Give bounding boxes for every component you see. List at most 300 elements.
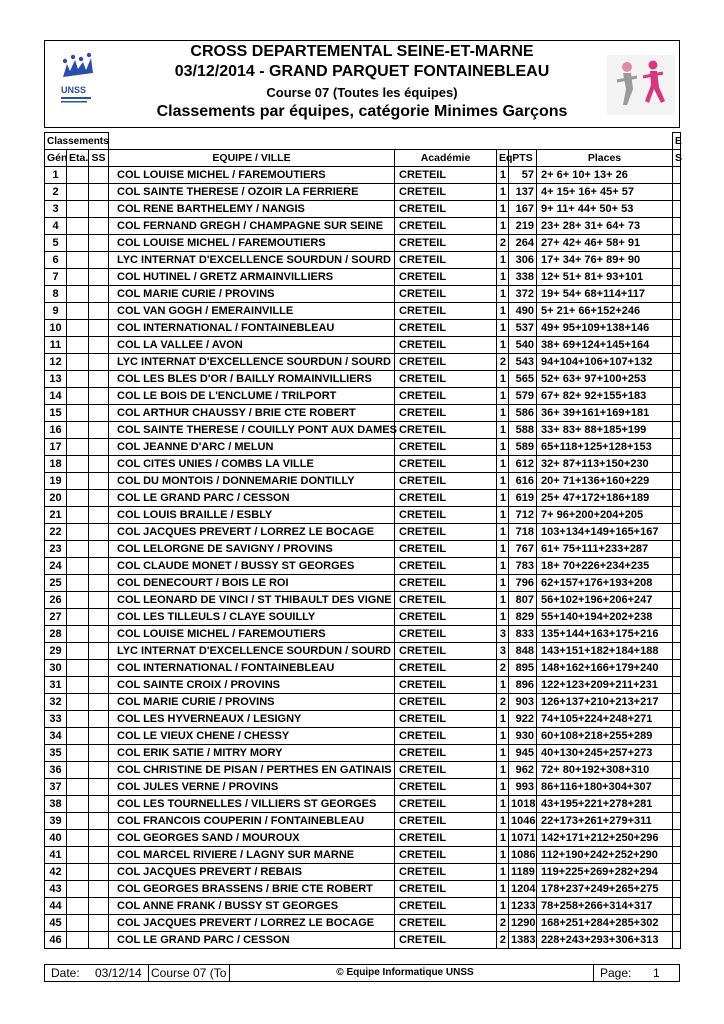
- pts-cell: 588: [509, 422, 537, 439]
- s-cell: [673, 626, 681, 643]
- team-cell: COL FRANCOIS COUPERIN / FONTAINEBLEAU: [109, 813, 395, 830]
- pts-cell: 490: [509, 303, 537, 320]
- s-cell: [673, 405, 681, 422]
- table-row: [45, 779, 681, 796]
- ss-cell: [89, 592, 109, 609]
- eq-cell: 1: [497, 388, 509, 405]
- eq-cell: 1: [497, 881, 509, 898]
- places-cell: 168+251+284+285+302: [537, 915, 673, 932]
- academie-cell: CRETEIL: [395, 881, 497, 898]
- pts-cell: 903: [509, 694, 537, 711]
- places-cell: 56+102+196+206+247: [537, 592, 673, 609]
- academie-cell: CRETEIL: [395, 762, 497, 779]
- academie-cell: CRETEIL: [395, 643, 497, 660]
- team-cell: COL CLAUDE MONET / BUSSY ST GEORGES: [109, 558, 395, 575]
- s-cell: [673, 235, 681, 252]
- table-row: [45, 609, 681, 626]
- pts-cell: 579: [509, 388, 537, 405]
- table-row: [45, 456, 681, 473]
- eq-cell: 1: [497, 813, 509, 830]
- table-row: [45, 660, 681, 677]
- logo-text: UNSS: [61, 85, 87, 95]
- rank-cell: 31: [45, 677, 67, 694]
- team-cell: COL CHRISTINE DE PISAN / PERTHES EN GATINAIS: [109, 762, 395, 779]
- academie-cell: CRETEIL: [395, 354, 497, 371]
- eta-cell: [67, 796, 89, 813]
- eq-cell: 2: [497, 235, 509, 252]
- table-row: [45, 524, 681, 541]
- places-cell: 52+ 63+ 97+100+253: [537, 371, 673, 388]
- table-row: [45, 677, 681, 694]
- eta-cell: [67, 320, 89, 337]
- table-row: [45, 490, 681, 507]
- s-cell: [673, 303, 681, 320]
- team-cell: COL LE GRAND PARC / CESSON: [109, 490, 395, 507]
- pts-cell: 1046: [509, 813, 537, 830]
- academie-cell: CRETEIL: [395, 507, 497, 524]
- eta-cell: [67, 677, 89, 694]
- rank-cell: 5: [45, 235, 67, 252]
- ss-cell: [89, 473, 109, 490]
- s-cell: [673, 898, 681, 915]
- academie-cell: CRETEIL: [395, 864, 497, 881]
- footer-date-label: Date:: [51, 966, 80, 980]
- pts-cell: 796: [509, 575, 537, 592]
- eta-cell: [67, 915, 89, 932]
- eta-cell: [67, 490, 89, 507]
- eq-cell: 1: [497, 303, 509, 320]
- eta-cell: [67, 286, 89, 303]
- table-row: [45, 915, 681, 932]
- team-cell: COL LES HYVERNEAUX / LESIGNY: [109, 711, 395, 728]
- pts-cell: 1189: [509, 864, 537, 881]
- s-cell: [673, 201, 681, 218]
- academie-cell: CRETEIL: [395, 320, 497, 337]
- rank-cell: 26: [45, 592, 67, 609]
- academie-cell: CRETEIL: [395, 184, 497, 201]
- ss-cell: [89, 711, 109, 728]
- table-row: [45, 813, 681, 830]
- rank-cell: 25: [45, 575, 67, 592]
- s-cell: [673, 354, 681, 371]
- table-row: [45, 218, 681, 235]
- table-row: [45, 592, 681, 609]
- rank-cell: 37: [45, 779, 67, 796]
- pts-cell: 338: [509, 269, 537, 286]
- ss-cell: [89, 694, 109, 711]
- places-cell: 5+ 21+ 66+152+246: [537, 303, 673, 320]
- pts-cell: 57: [509, 167, 537, 184]
- table-row: [45, 745, 681, 762]
- table-row: [45, 167, 681, 184]
- places-cell: 143+151+182+184+188: [537, 643, 673, 660]
- academie-cell: CRETEIL: [395, 303, 497, 320]
- team-cell: LYC INTERNAT D'EXCELLENCE SOURDUN / SOURD: [109, 252, 395, 269]
- eta-cell: [67, 405, 89, 422]
- rank-cell: 27: [45, 609, 67, 626]
- places-cell: 142+171+212+250+296: [537, 830, 673, 847]
- rank-cell: 12: [45, 354, 67, 371]
- ss-cell: [89, 388, 109, 405]
- places-cell: 126+137+210+213+217: [537, 694, 673, 711]
- col-academie: Académie: [395, 150, 497, 167]
- eta-cell: [67, 541, 89, 558]
- places-cell: 49+ 95+109+138+146: [537, 320, 673, 337]
- academie-cell: CRETEIL: [395, 745, 497, 762]
- classements-label: Classements: [45, 133, 109, 150]
- rank-cell: 33: [45, 711, 67, 728]
- eq-cell: 2: [497, 915, 509, 932]
- team-cell: COL LOUISE MICHEL / FAREMOUTIERS: [109, 235, 395, 252]
- s-cell: [673, 694, 681, 711]
- table-row: [45, 762, 681, 779]
- places-cell: 23+ 28+ 31+ 64+ 73: [537, 218, 673, 235]
- s-cell: [673, 643, 681, 660]
- rank-cell: 36: [45, 762, 67, 779]
- eta-cell: [67, 507, 89, 524]
- s-cell: [673, 541, 681, 558]
- pts-cell: 537: [509, 320, 537, 337]
- ss-cell: [89, 524, 109, 541]
- eta-cell: [67, 728, 89, 745]
- s-label: S: [673, 150, 681, 167]
- rank-cell: 35: [45, 745, 67, 762]
- rank-cell: 1: [45, 167, 67, 184]
- team-cell: COL DENECOURT / BOIS LE ROI: [109, 575, 395, 592]
- eq-cell: 1: [497, 507, 509, 524]
- s-cell: [673, 371, 681, 388]
- table-row: [45, 371, 681, 388]
- team-rankings-table: [44, 132, 681, 949]
- eta-cell: [67, 898, 89, 915]
- team-cell: LYC INTERNAT D'EXCELLENCE SOURDUN / SOURD: [109, 643, 395, 660]
- rank-cell: 23: [45, 541, 67, 558]
- eq-cell: 1: [497, 371, 509, 388]
- eta-cell: [67, 660, 89, 677]
- eq-cell: 1: [497, 592, 509, 609]
- table-row: [45, 201, 681, 218]
- ss-cell: [89, 303, 109, 320]
- table-row: [45, 422, 681, 439]
- eta-cell: [67, 218, 89, 235]
- places-cell: 148+162+166+179+240: [537, 660, 673, 677]
- eq-cell: 1: [497, 167, 509, 184]
- academie-cell: CRETEIL: [395, 558, 497, 575]
- pts-cell: 167: [509, 201, 537, 218]
- eta-cell: [67, 456, 89, 473]
- team-cell: COL LE VIEUX CHENE / CHESSY: [109, 728, 395, 745]
- eta-cell: [67, 303, 89, 320]
- ss-cell: [89, 337, 109, 354]
- eq-cell: 1: [497, 252, 509, 269]
- academie-cell: CRETEIL: [395, 711, 497, 728]
- table-row: [45, 388, 681, 405]
- pts-cell: 372: [509, 286, 537, 303]
- table-row: [45, 626, 681, 643]
- pts-cell: 922: [509, 711, 537, 728]
- ss-cell: [89, 235, 109, 252]
- rank-cell: 3: [45, 201, 67, 218]
- event-title: CROSS DEPARTEMENTAL SEINE-ET-MARNE: [190, 43, 534, 60]
- eta-cell: [67, 575, 89, 592]
- academie-cell: CRETEIL: [395, 405, 497, 422]
- places-cell: 22+173+261+279+311: [537, 813, 673, 830]
- places-cell: 122+123+209+211+231: [537, 677, 673, 694]
- eta-cell: [67, 439, 89, 456]
- places-cell: 103+134+149+165+167: [537, 524, 673, 541]
- table-row: [45, 439, 681, 456]
- pts-cell: 1233: [509, 898, 537, 915]
- ss-cell: [89, 660, 109, 677]
- team-cell: COL LE GRAND PARC / CESSON: [109, 932, 395, 949]
- eta-cell: [67, 235, 89, 252]
- eta-cell: [67, 762, 89, 779]
- eq-cell: 1: [497, 201, 509, 218]
- pts-cell: 807: [509, 592, 537, 609]
- eq-cell: 2: [497, 932, 509, 949]
- academie-cell: CRETEIL: [395, 439, 497, 456]
- ss-cell: [89, 643, 109, 660]
- rank-cell: 41: [45, 847, 67, 864]
- s-cell: [673, 252, 681, 269]
- team-cell: COL VAN GOGH / EMERAINVILLE: [109, 303, 395, 320]
- table-row: [45, 320, 681, 337]
- academie-cell: CRETEIL: [395, 932, 497, 949]
- academie-cell: CRETEIL: [395, 422, 497, 439]
- rank-cell: 4: [45, 218, 67, 235]
- s-cell: [673, 592, 681, 609]
- table-row: [45, 252, 681, 269]
- pts-cell: 586: [509, 405, 537, 422]
- team-cell: COL LELORGNE DE SAVIGNY / PROVINS: [109, 541, 395, 558]
- pts-cell: 543: [509, 354, 537, 371]
- places-cell: 4+ 15+ 16+ 45+ 57: [537, 184, 673, 201]
- academie-cell: CRETEIL: [395, 847, 497, 864]
- ss-cell: [89, 201, 109, 218]
- team-cell: LYC INTERNAT D'EXCELLENCE SOURDUN / SOURD: [109, 354, 395, 371]
- rank-cell: 16: [45, 422, 67, 439]
- places-cell: 33+ 83+ 88+185+199: [537, 422, 673, 439]
- table-row: [45, 541, 681, 558]
- places-cell: 228+243+293+306+313: [537, 932, 673, 949]
- eq-cell: 1: [497, 762, 509, 779]
- places-cell: 7+ 96+200+204+205: [537, 507, 673, 524]
- rank-cell: 29: [45, 643, 67, 660]
- ss-cell: [89, 847, 109, 864]
- eta-cell: [67, 592, 89, 609]
- s-cell: [673, 184, 681, 201]
- team-cell: COL JACQUES PREVERT / LORREZ LE BOCAGE: [109, 524, 395, 541]
- eq-cell: 1: [497, 320, 509, 337]
- col-ss: SS: [89, 150, 109, 167]
- places-cell: 9+ 11+ 44+ 50+ 53: [537, 201, 673, 218]
- eq-cell: 1: [497, 779, 509, 796]
- eq-cell: 1: [497, 524, 509, 541]
- team-cell: COL SAINTE THERESE / COUILLY PONT AUX DAMES: [109, 422, 395, 439]
- academie-cell: CRETEIL: [395, 609, 497, 626]
- s-cell: [673, 388, 681, 405]
- team-cell: COL SAINTE CROIX / PROVINS: [109, 677, 395, 694]
- ss-cell: [89, 932, 109, 949]
- places-cell: 12+ 51+ 81+ 93+101: [537, 269, 673, 286]
- places-cell: 78+258+266+314+317: [537, 898, 673, 915]
- team-cell: COL RENE BARTHELEMY / NANGIS: [109, 201, 395, 218]
- table-row: [45, 235, 681, 252]
- ss-cell: [89, 864, 109, 881]
- ss-cell: [89, 269, 109, 286]
- ss-cell: [89, 354, 109, 371]
- academie-cell: CRETEIL: [395, 694, 497, 711]
- eta-cell: [67, 422, 89, 439]
- places-cell: 60+108+218+255+289: [537, 728, 673, 745]
- s-cell: [673, 728, 681, 745]
- ss-cell: [89, 813, 109, 830]
- rank-cell: 43: [45, 881, 67, 898]
- s-cell: [673, 269, 681, 286]
- ss-cell: [89, 898, 109, 915]
- places-cell: 32+ 87+113+150+230: [537, 456, 673, 473]
- eta-cell: [67, 694, 89, 711]
- eta-cell: [67, 864, 89, 881]
- eq-cell: 1: [497, 184, 509, 201]
- pts-cell: 993: [509, 779, 537, 796]
- team-cell: COL FERNAND GREGH / CHAMPAGNE SUR SEINE: [109, 218, 395, 235]
- rank-cell: 24: [45, 558, 67, 575]
- academie-cell: CRETEIL: [395, 813, 497, 830]
- s-cell: [673, 456, 681, 473]
- eq-cell: 1: [497, 711, 509, 728]
- pts-cell: 767: [509, 541, 537, 558]
- rank-cell: 13: [45, 371, 67, 388]
- pts-cell: 616: [509, 473, 537, 490]
- team-cell: COL MARIE CURIE / PROVINS: [109, 694, 395, 711]
- pts-cell: 219: [509, 218, 537, 235]
- team-cell: COL JACQUES PREVERT / REBAIS: [109, 864, 395, 881]
- team-cell: COL DU MONTOIS / DONNEMARIE DONTILLY: [109, 473, 395, 490]
- table-row: [45, 728, 681, 745]
- ss-cell: [89, 881, 109, 898]
- ss-cell: [89, 609, 109, 626]
- eta-cell: [67, 779, 89, 796]
- pts-cell: 833: [509, 626, 537, 643]
- header-spacer: [109, 133, 673, 150]
- s-cell: [673, 575, 681, 592]
- pts-cell: 264: [509, 235, 537, 252]
- places-cell: 135+144+163+175+216: [537, 626, 673, 643]
- ss-cell: [89, 422, 109, 439]
- eq-cell: 1: [497, 728, 509, 745]
- team-cell: COL LOUISE MICHEL / FAREMOUTIERS: [109, 167, 395, 184]
- pts-cell: 589: [509, 439, 537, 456]
- rank-cell: 46: [45, 932, 67, 949]
- team-cell: COL ANNE FRANK / BUSSY ST GEORGES: [109, 898, 395, 915]
- eta-cell: [67, 201, 89, 218]
- table-row: [45, 847, 681, 864]
- footer-copyright: © Equipe Informatique UNSS: [229, 965, 580, 981]
- eq-cell: 1: [497, 337, 509, 354]
- eq-cell: 1: [497, 269, 509, 286]
- places-cell: 25+ 47+172+186+189: [537, 490, 673, 507]
- table-row: [45, 796, 681, 813]
- eta-cell: [67, 847, 89, 864]
- eq-cell: 1: [497, 286, 509, 303]
- eta-cell: [67, 643, 89, 660]
- eta-cell: [67, 354, 89, 371]
- team-cell: COL ARTHUR CHAUSSY / BRIE CTE ROBERT: [109, 405, 395, 422]
- team-cell: COL LA VALLEE / AVON: [109, 337, 395, 354]
- ss-cell: [89, 218, 109, 235]
- eq-cell: 1: [497, 898, 509, 915]
- pts-cell: 137: [509, 184, 537, 201]
- s-cell: [673, 439, 681, 456]
- eq-cell: 1: [497, 745, 509, 762]
- header-row-group: [45, 133, 681, 150]
- academie-cell: CRETEIL: [395, 728, 497, 745]
- s-cell: [673, 609, 681, 626]
- rank-cell: 44: [45, 898, 67, 915]
- report-header: [44, 40, 680, 128]
- eq-cell: 1: [497, 439, 509, 456]
- report-footer: [44, 964, 680, 982]
- s-cell: [673, 490, 681, 507]
- academie-cell: CRETEIL: [395, 167, 497, 184]
- academie-cell: CRETEIL: [395, 796, 497, 813]
- places-cell: 20+ 71+136+160+229: [537, 473, 673, 490]
- pts-cell: 895: [509, 660, 537, 677]
- col-eq: Eq: [497, 150, 509, 167]
- eta-cell: [67, 830, 89, 847]
- rank-cell: 15: [45, 405, 67, 422]
- eta-cell: [67, 388, 89, 405]
- academie-cell: CRETEIL: [395, 779, 497, 796]
- places-cell: 178+237+249+265+275: [537, 881, 673, 898]
- places-cell: 36+ 39+161+169+181: [537, 405, 673, 422]
- table-row: [45, 337, 681, 354]
- s-cell: [673, 847, 681, 864]
- rank-cell: 28: [45, 626, 67, 643]
- sport-pictogram: [607, 55, 675, 115]
- eq-cell: 1: [497, 422, 509, 439]
- s-cell: [673, 711, 681, 728]
- academie-cell: CRETEIL: [395, 898, 497, 915]
- eta-cell: [67, 269, 89, 286]
- academie-cell: CRETEIL: [395, 456, 497, 473]
- pts-cell: 962: [509, 762, 537, 779]
- places-cell: 94+104+106+107+132: [537, 354, 673, 371]
- rank-cell: 32: [45, 694, 67, 711]
- table-row: [45, 830, 681, 847]
- table-row: [45, 269, 681, 286]
- eta-cell: [67, 252, 89, 269]
- table-row: [45, 575, 681, 592]
- eq-cell: 1: [497, 558, 509, 575]
- rank-cell: 38: [45, 796, 67, 813]
- table-row: [45, 184, 681, 201]
- ss-cell: [89, 456, 109, 473]
- academie-cell: CRETEIL: [395, 473, 497, 490]
- eta-cell: [67, 626, 89, 643]
- rank-cell: 7: [45, 269, 67, 286]
- s-cell: [673, 796, 681, 813]
- footer-date-value: 03/12/14: [95, 966, 142, 980]
- table-row: [45, 864, 681, 881]
- places-cell: 67+ 82+ 92+155+183: [537, 388, 673, 405]
- places-cell: 18+ 70+226+234+235: [537, 558, 673, 575]
- s-cell: [673, 524, 681, 541]
- table-row: [45, 932, 681, 949]
- s-cell: [673, 779, 681, 796]
- rank-cell: 39: [45, 813, 67, 830]
